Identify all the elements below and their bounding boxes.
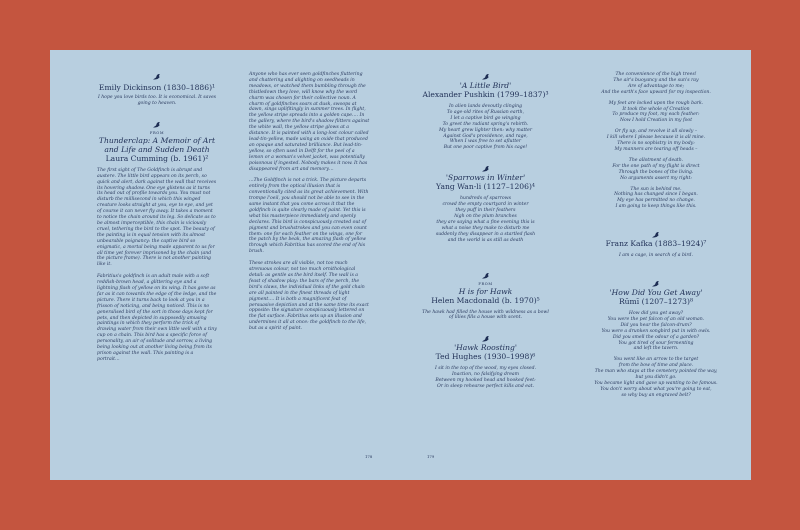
poem-line: How did you get away? — [628, 311, 684, 317]
poem-line: hundreds of sparrows — [460, 196, 511, 202]
poem-line: There is no sophistry in my body: — [617, 141, 695, 147]
poem-line: high on the plum branches — [454, 213, 517, 219]
poem-line: they are saying what a fine evening this is — [436, 219, 535, 225]
poem-line: But one poor captive from his cage! — [443, 145, 528, 151]
poem-line: Or fly up, and revolve it all slowly – — [614, 129, 698, 135]
prose-paragraph: …The Goldfinch is not a trick. The picture departs entirely from the optical illusion that is conventionally cited as its great achievement. With trompe l'oeil, you should not be able to see in the same instant that you come across it that the goldfinch is quite clearly made of paint. Yet this is what his masterpiece immediately and openly declares. This bird is conspicuously created out of pigment and brushstrokes and you can even count them: one for each feather on the wings, one for the patch by the beak, the amazing flash of yellow through which Fabritius has scored the end of his brush. — [249, 178, 369, 255]
poem-line: To age-old rites of Russian earth, — [446, 109, 525, 115]
column-3 — [422, 50, 549, 390]
poem-line: You were a drunken songbird put in with owls. — [601, 328, 711, 334]
poem-line: I sit in the top of the wood, my eyes closed. — [434, 366, 537, 372]
entry-text: I am a cage, in search of a bird. — [619, 253, 693, 259]
poem-lines — [422, 366, 549, 390]
poem-line: Nothing has changed since I began. — [614, 192, 698, 198]
column-4 — [591, 50, 721, 399]
poem-line: My heart grew lighter then: why matter — [438, 127, 533, 133]
bird-icon — [481, 73, 491, 81]
poem-line: I am going to keep things like this. — [615, 204, 697, 210]
entry-author: Helen Macdonald (b. 1970)⁵ — [431, 295, 540, 305]
poem-line: When I was free to set aflutter — [449, 139, 522, 145]
poem-line: crowd the empty courtyard in winter — [442, 202, 529, 208]
bird-icon — [481, 165, 491, 173]
poem-line: they puff in their feathers — [455, 208, 516, 214]
poem-author: Alexander Pushkin (1799–1837)³ — [422, 90, 549, 99]
poem-author: Ted Hughes (1930–1998)⁶ — [435, 352, 536, 362]
poem-line: You were the pet falcon of an old woman. — [607, 316, 705, 322]
poem-line: from the bow of time and place. — [618, 363, 694, 369]
poem-lines — [591, 311, 721, 399]
poem-line: and left the tavern. — [633, 346, 679, 352]
prose-paragraph: Fabritius's goldfinch is an adult male with a soft reddish-brown head, a glittering eye and a lightning flash of yellow on its wing. It has gone as far as it can towards the edge of the ledge, and the picture. There it turns back to look at you in a frisson of noticing, and being noticed. This is no generalised bird of the sort in those days kept for pets, and then depicted in supposedly amusing paintings in which they perform the trick of drawing water from their own little well with a tiny cup on a chain. This bird has a specific force of personality, an air of solitude and sorrow, a living being looking out at another living being from its prison against the wall. This painting is a portrait… — [97, 274, 217, 362]
book-spread — [50, 50, 751, 480]
prose-paragraph: Anyone who has ever seen goldfinches fluttering and chattering and alighting on seedheads in meadows, or watched them bumbling through the thistledown they love, will know why the word charm was chosen for their collective noun. A charm of goldfinches soars at dusk, swoops at dawn, sings uplifitingly in summer trees. In flight, the yellow stripe spreads into a golden cape.… In the gallery, where the bird's shadow flitters against the white wall, the yellow stripe glows at a distance. It is painted with a long-lost colour called lead-tin-yellow, made using an oxide that produced an opaque and saturated brilliance. But lead-tin-yellow, so often used in Delft for the peel of a lemon or a woman's velvet jacket, was potentially poisonous if ingested. Nobody makes it now. It has disappeared from art and memory… — [249, 72, 370, 172]
poem-line: The man who stays at the cemetery pointed the way, — [594, 369, 718, 375]
poem-title: 'Sparrows in Winter' — [445, 173, 526, 183]
poem-line: The sun is behind me. — [630, 186, 682, 192]
poem-line: You got tired of sour fermenting — [618, 340, 694, 346]
bird-icon — [152, 121, 162, 129]
poem-lines — [422, 196, 549, 243]
poem-author: Yang Wan-li (1127–1206)⁴ — [436, 182, 535, 192]
entry-text: The hawk had filled the house with wildness as a bowl of lilies fills a house with scent. — [422, 309, 549, 321]
poem-line: Are of advantage to me; — [628, 83, 684, 89]
poem-line: And the earth's face upward for my inspection. — [601, 89, 711, 95]
poem-line: so why buy an engraved belt? — [621, 392, 691, 398]
bird-icon — [651, 231, 661, 239]
poem-line: Now I hold Creation in my foot — [619, 118, 693, 124]
poem-title: 'How Did You Get Away' — [609, 288, 703, 298]
poem-line: The air's buoyancy and the sun's ray — [613, 77, 699, 83]
poem-lines — [422, 104, 549, 151]
page-number-left: 178 — [365, 454, 373, 459]
poem-line: but you didn't go. — [635, 375, 677, 381]
poem-line: It took the whole of Creation — [622, 106, 690, 112]
poem-line: and the world is as still as death — [447, 237, 524, 243]
poem-line: You went like an arrow to the target — [613, 357, 699, 363]
poem-line: I let a captive bird go winging — [450, 115, 521, 121]
poem-line: You don't worry about what you're going to eat, — [600, 386, 712, 392]
entry-heading: Franz Kafka (1883–1924)⁷ — [605, 239, 707, 249]
poem-line: No arguments assert my right: — [620, 175, 692, 181]
bird-icon — [651, 280, 661, 288]
book-title-line-2: and Life and Sudden Death — [104, 144, 210, 154]
poem-line: Inaction, no falsifying dream — [451, 372, 520, 378]
poem-line: You became light and gave up wanting to be famous. — [594, 381, 718, 386]
poem-line: Did you smell the odour of a garden? — [612, 334, 700, 340]
poem-line: My feet are locked upon the rough bark. — [608, 100, 704, 106]
bird-icon — [481, 335, 491, 343]
poem-line: In alien lands devoutly clinging — [448, 104, 523, 109]
poem-title: 'Hawk Roosting' — [454, 343, 517, 353]
poem-line: The allotment of death. — [628, 157, 684, 163]
column-2 — [249, 50, 370, 332]
entry-text: I hope you love birds too. It is economical. It saves going to heaven. — [97, 95, 217, 106]
poem-line: I kill where I please because it is all mine. — [606, 135, 706, 141]
poem-line: Against God's providence, and rage, — [443, 133, 528, 139]
poem-line: The convenience of the high trees! — [615, 72, 697, 77]
from-label: FROM — [149, 130, 165, 135]
poem-title: 'A Little Bird' — [459, 81, 512, 90]
from-label: FROM — [478, 281, 493, 286]
poem-line: My manners are tearing off heads – — [614, 146, 698, 152]
poem-line: Did you hear the falcon-drum? — [620, 322, 692, 328]
book-title: H is for Hawk — [458, 286, 513, 296]
poem-line: Through the bones of the living. — [618, 169, 694, 175]
poem-line: To greet the radiant spring's rebirth. — [442, 121, 529, 127]
poem-line: For the one path of my flight is direct — [612, 163, 700, 169]
prose-paragraph: The first sight of The Goldfinch is abrupt and austere. The little bird appears on its perch, so quick and alert, dark against the wall that receives its hovering shadow. One eye glistens as it turns its head out of profile towards you. You must not disturb the millisecond in which this winged creature looks straight at you, eye to eye, and yet of course it can never fly away. It takes a moment to notice the chain around its leg. So delicate as to be almost imperceptible, this chain is viciously cruel, tethering the bird to the spot. The beauty of the painting is in equal tension with its almost unbearable poignancy: the captive bird so enigmatic, a mortal being made apparent to us for all time yet forever imprisoned by the chain (and the picture frame). There is not another painting like it. — [97, 167, 217, 268]
bird-icon — [481, 272, 491, 280]
poem-line: suddenly they disappear in a startled flash — [435, 231, 536, 237]
page-number-right: 179 — [427, 454, 435, 459]
poem-line: Between my hooked head and hooked feet: — [435, 378, 536, 384]
prose-paragraph: These strokes are all visible, not too much strenuous colour, not too much ornithological detail: as gentle as the bird itself. The wall is a feast of shadow play: the bars of the perch, the bird's claws, the individual links of the gold chain are all painted in the finest threads of light pigment.… It is both a magnificent feat of persuasive depiction and at the same time its exact opposite: the signature conspicuously lettered on the flat surface. Fabritius sets up an illusion and undermines it all at once: the goldfinch to the life, but as a spirit of paint. — [249, 261, 369, 332]
poem-author: Rūmī (1207–1273)⁸ — [618, 297, 694, 307]
poem-line: what a noise they make to disturb me — [441, 225, 530, 231]
bird-icon — [152, 73, 162, 81]
entry-heading: Emily Dickinson (1830–1886)¹ — [98, 83, 216, 92]
entry-author: Laura Cumming (b. 1961)² — [105, 153, 209, 163]
column-1 — [97, 50, 217, 363]
poem-line: Or in sleep rehearse perfect kills and eat. — [436, 384, 535, 390]
poem-line: My eye has permitted no change. — [617, 198, 695, 204]
poem-continuation — [591, 72, 721, 210]
poem-line: To produce my foot, my each feather: — [612, 112, 700, 118]
book-title-line-1: Thunderclap: A Memoir of Art — [98, 135, 216, 145]
